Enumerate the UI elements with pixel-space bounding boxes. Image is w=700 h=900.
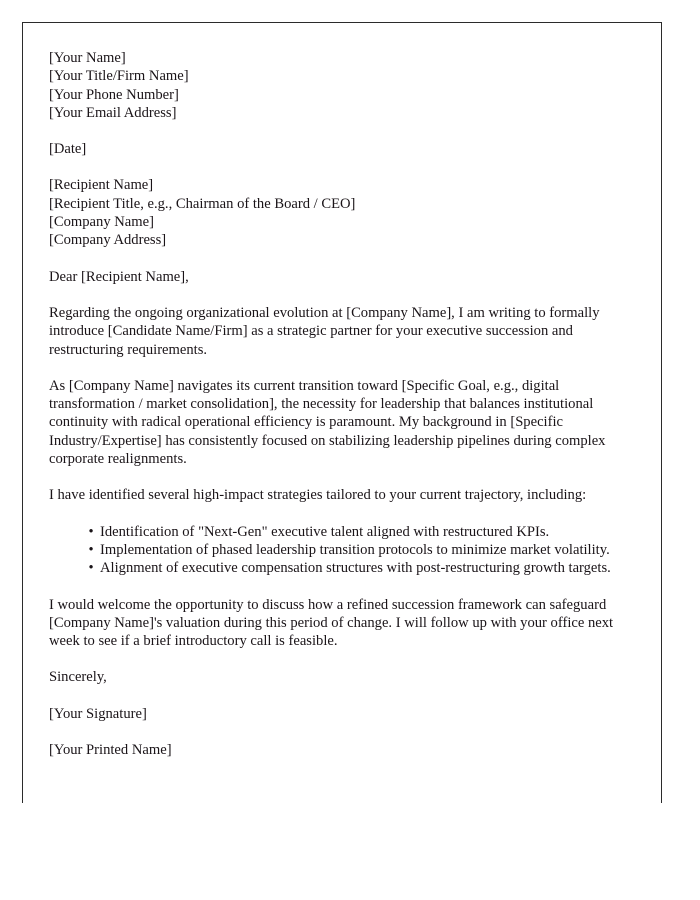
letter-content — [49, 49, 633, 777]
recipient-name-line: [Recipient Name] — [49, 177, 154, 194]
bullet-marker-icon: • — [88, 560, 94, 577]
recipient-company-line: [Company Name] — [49, 214, 154, 231]
list-item — [89, 541, 633, 559]
recipient-title-line: [Recipient Title, e.g., Chairman of the Board / CEO] — [49, 195, 356, 212]
body-paragraph-2: As [Company Name] navigates its current transition toward [Specific Goal, e.g., digital transformation / market consolidation], the necessity for leadership that balances institutional continuity with radical operational efficiency is paramount. My background in [Specific Industry/Expertise] has consistently focused on stabilizing leadership pipelines during complex corporate realignments. — [49, 377, 606, 468]
sender-email-line: [Your Email Address] — [49, 104, 177, 121]
bullet-marker-icon: • — [88, 541, 94, 558]
sender-phone-line: [Your Phone Number] — [49, 86, 179, 103]
bullet-marker-icon: • — [88, 523, 94, 540]
body-paragraph-1: Regarding the ongoing organizational evolution at [Company Name], I am writing to formally introduce [Candidate Name/Firm] as a strategic partner for your executive succession and restructuring requirements. — [49, 304, 600, 358]
sender-title-line: [Your Title/Firm Name] — [49, 68, 189, 85]
closing-paragraph: I would welcome the opportunity to discuss how a refined succession framework can safeguard [Company Name]'s valuation during this period of change. I will follow up with your office next week to see if a brief introductory call is feasible. — [49, 596, 614, 650]
sender-address-block — [49, 49, 633, 122]
list-item-text: Identification of "Next-Gen" executive talent aligned with restructured KPIs. — [100, 523, 550, 540]
printed-name-placeholder: [Your Printed Name] — [49, 742, 172, 759]
list-item-text: Implementation of phased leadership transition protocols to minimize market volatility. — [100, 541, 610, 558]
list-item — [89, 559, 633, 577]
recipient-company-address-line: [Company Address] — [49, 232, 167, 249]
recipient-address-block — [49, 176, 633, 249]
signature-placeholder: [Your Signature] — [49, 705, 147, 722]
date-block — [49, 140, 633, 158]
sender-name-line: [Your Name] — [49, 50, 126, 66]
signoff: Sincerely, — [49, 669, 107, 686]
document-page — [22, 22, 662, 803]
date-line: [Date] — [49, 141, 87, 158]
list-item-text: Alignment of executive compensation structures with post-restructuring growth targets. — [100, 560, 611, 577]
list-item — [89, 523, 633, 541]
body-paragraph-3: I have identified several high-impact strategies tailored to your current trajectory, including: — [49, 487, 587, 504]
salutation: Dear [Recipient Name], — [49, 268, 189, 285]
strategy-bullet-list — [49, 523, 633, 578]
